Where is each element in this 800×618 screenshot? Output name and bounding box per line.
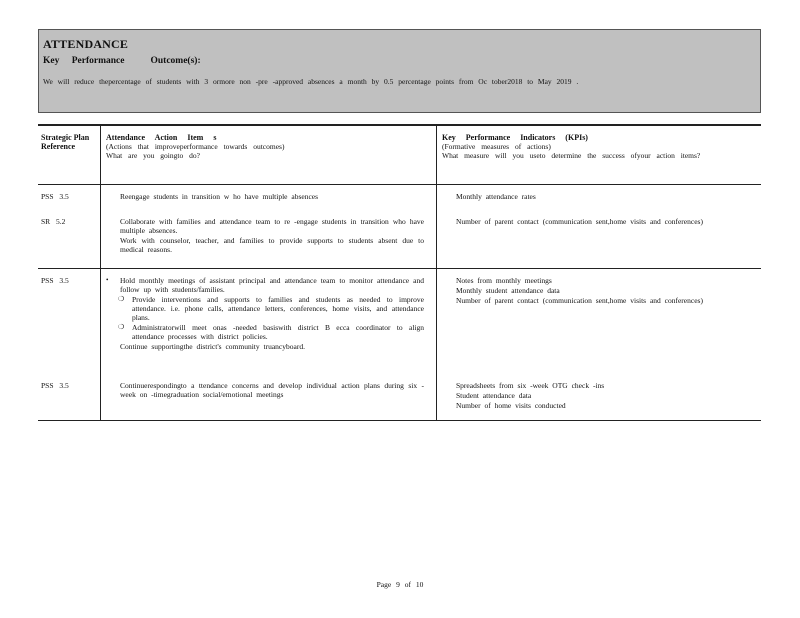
action-items-question: What are you goingto do? <box>106 151 200 160</box>
checkbox-bullet-icon <box>442 296 456 305</box>
plan-reference: PSS 3.5 <box>41 381 69 390</box>
action-list <box>106 192 424 202</box>
checkbox-bullet-icon <box>106 192 120 201</box>
action-list <box>106 381 424 400</box>
action-item: Work with counselor, teacher, and families to provide supports to students absent due to medical reasons. <box>106 236 424 254</box>
header-kpis <box>442 133 752 160</box>
plan-reference: PSS 3.5 <box>41 192 69 201</box>
checkbox-bullet-icon <box>442 217 456 226</box>
kpi-item: Monthly student attendance data <box>442 286 752 295</box>
kpi-item: Number of parent contact (communication sent,home visits and conferences) <box>442 296 752 305</box>
kpi-list <box>442 381 752 411</box>
checkbox-bullet-icon <box>442 286 456 295</box>
action-plan-table <box>38 124 761 421</box>
checkbox-bullet-icon <box>106 381 120 399</box>
kpi-title: Key Performance Indicators (KPIs) <box>442 133 588 142</box>
kpo-heading <box>43 56 201 66</box>
action-item: • Hold monthly meetings of assistant principal and attendance team to monitor attendance and follow up with students/families. <box>106 276 424 294</box>
kpi-item: Monthly attendance rates <box>442 192 752 201</box>
header-strategic-plan: Strategic Plan Reference <box>41 133 90 151</box>
outcome-label: Outcome(s): <box>150 56 201 66</box>
action-item: Collaborate with families and attendance team to re -engage students in transition who have multiple absences. <box>106 217 424 235</box>
column-divider <box>436 126 437 420</box>
section-title: ATTENDANCE <box>43 37 129 51</box>
kpo-label: Key Performance <box>43 56 125 66</box>
header-action-items <box>106 133 426 160</box>
row-divider <box>38 184 761 185</box>
column-divider <box>100 126 101 420</box>
checkbox-bullet-icon <box>442 391 456 400</box>
kpi-item: Spreadsheets from six -week OTG check -ins <box>442 381 752 390</box>
action-items-subtitle: (Actions that improveperformance towards outcomes) <box>106 142 285 151</box>
action-item: Continue supportingthe district's community truancyboard. <box>106 342 424 351</box>
kpi-item: Notes from monthly meetings <box>442 276 752 285</box>
checkbox-bullet-icon <box>442 381 456 390</box>
kpi-list <box>442 276 752 306</box>
checkbox-bullet-icon <box>442 276 456 285</box>
action-item: Reengage students in transition w ho have multiple absences <box>106 192 424 201</box>
kpi-subtitle: (Formative measures of actions) <box>442 142 551 151</box>
circle-bullet-icon: ❍ <box>118 295 125 303</box>
checkbox-bullet-icon <box>106 236 120 254</box>
plan-reference: PSS 3.5 <box>41 276 69 285</box>
checkbox-bullet-icon <box>442 401 456 410</box>
kpi-item: Number of home visits conducted <box>442 401 752 410</box>
action-items-title: Attendance Action Item s <box>106 133 217 142</box>
goal-statement: We will reduce thepercentage of students with 3 ormore non -pre -approved absences a month by 0.5 percentage points from Oc tober2018 to May 2019 . <box>43 77 579 86</box>
action-subitem: ❍ Administratorwill meet onas -needed basiswith district B ecca coordinator to align attendance processes with district policies. <box>118 323 424 341</box>
checkbox-bullet-icon <box>106 342 120 351</box>
action-list <box>106 217 424 255</box>
kpi-question: What measure will you useto determine the success ofyour action items? <box>442 151 701 160</box>
checkbox-bullet-icon <box>106 217 120 235</box>
action-subitem: ❍ Provide interventions and supports to families and students as needed to improve attendance. i.e. phone calls, attendance letters, conferences, home visits, and attendance plans. <box>118 295 424 322</box>
action-item: Continuerespondingto a ttendance concerns and develop individual action plans during six -week on -timegraduation social/emotional meetings <box>106 381 424 399</box>
kpi-list <box>442 192 752 202</box>
dot-bullet-icon: • <box>106 276 109 284</box>
row-divider <box>38 268 761 269</box>
outcome-header-box <box>38 29 761 113</box>
kpi-item: Student attendance data <box>442 391 752 400</box>
circle-bullet-icon: ❍ <box>118 323 125 331</box>
plan-reference: SR 5.2 <box>41 217 66 226</box>
kpi-item: Number of parent contact (communication sent,home visits and conferences) <box>442 217 752 226</box>
kpi-list <box>442 217 752 227</box>
page-number: Page 9 of 10 <box>376 580 424 589</box>
action-list <box>106 276 424 352</box>
checkbox-bullet-icon <box>442 192 456 201</box>
